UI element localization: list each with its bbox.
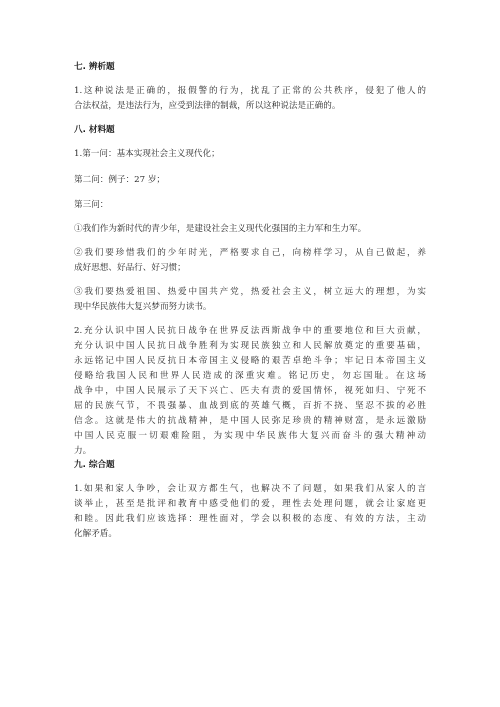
answer-paragraph-8-2 [74, 324, 426, 459]
document-page [74, 0, 426, 707]
text-line: 充分认识中国人民抗日战争胜利为实现民族独立和人民解放奠定的重要基础， [74, 341, 426, 351]
text-line: 屈的民族气节，不畏强暴、血战到底的英雄气概，百折不挠、坚忍不拔的必胜 [74, 401, 426, 411]
text-line: ②我们要珍惜我们的少年时光，严格要求自己，向榜样学习，从自己做起，养 [74, 248, 426, 258]
text-line: 力。 [74, 446, 92, 456]
text-line: 战争中，中国人民展示了天下兴亡、匹夫有责的爱国情怀，视死如归、宁死不 [74, 386, 426, 396]
text-line: 第二问：例子：27 岁； [74, 175, 166, 185]
answer-q1 [74, 147, 426, 162]
text-line: 1.这种说法是正确的，报假警的行为，扰乱了正常的公共秩序，侵犯了他人的 [74, 86, 426, 96]
text-line: 成好思想、好品行、好习惯； [74, 263, 186, 273]
text-line: 信念。这就是伟大的抗战精神，是中国人民弥足珍贵的精神财富，是永远激励 [74, 416, 426, 426]
text-line: 合法权益，是违法行为，应受到法律的制裁，所以这种说法是正确的。 [74, 101, 341, 111]
answer-point-2 [74, 246, 426, 276]
answer-point-1 [74, 222, 426, 237]
text-line: 侵略给我国人民和世界人民造成的深重灾难。铭记历史，勿忘国耻。在这场 [74, 371, 426, 381]
text-line: 化解矛盾。 [74, 529, 117, 539]
text-line: ③我们要热爱祖国、热爱中国共产党，热爱社会主义，树立远大的理想，为实 [74, 287, 426, 297]
answer-paragraph-7-1 [74, 84, 426, 114]
text-line: 1.如果和家人争吵，会让双方都生气，也解决不了问题，如果我们从家人的言 [74, 484, 426, 494]
section-heading-7: 七. 辨析题 [74, 62, 115, 72]
answer-paragraph-9-1 [74, 482, 426, 542]
text-line: 1.第一问：基本实现社会主义现代化； [74, 149, 220, 159]
text-line: 永远铭记中国人民反抗日本帝国主义侵略的艰苦卓绝斗争；牢记日本帝国主义 [74, 356, 426, 366]
section-heading-9: 九. 综合题 [74, 460, 115, 470]
answer-q3 [74, 198, 426, 213]
answer-point-3 [74, 285, 426, 315]
text-line: 第三问： [74, 200, 109, 210]
text-line: 现中华民族伟大复兴梦而努力读书。 [74, 302, 212, 312]
text-line: 中国人民克服一切艰难险阻，为实现中华民族伟大复兴而奋斗的强大精神动 [74, 431, 426, 441]
text-line: 和睦。因此我们应该选择：理性面对，学会以积极的态度、有效的方法，主动 [74, 514, 426, 524]
text-line: ①我们作为新时代的青少年，是建设社会主义现代化强国的主力军和生力军。 [74, 224, 367, 234]
answer-q2 [74, 173, 426, 188]
text-line: 谈举止，甚至是批评和教育中感受他们的爱，理性去处理问题，就会让家庭更 [74, 499, 426, 509]
text-line: 2.充分认识中国人民抗日战争在世界反法西斯战争中的重要地位和巨大贡献， [74, 326, 426, 336]
section-heading-8: 八. 材料题 [74, 125, 115, 135]
